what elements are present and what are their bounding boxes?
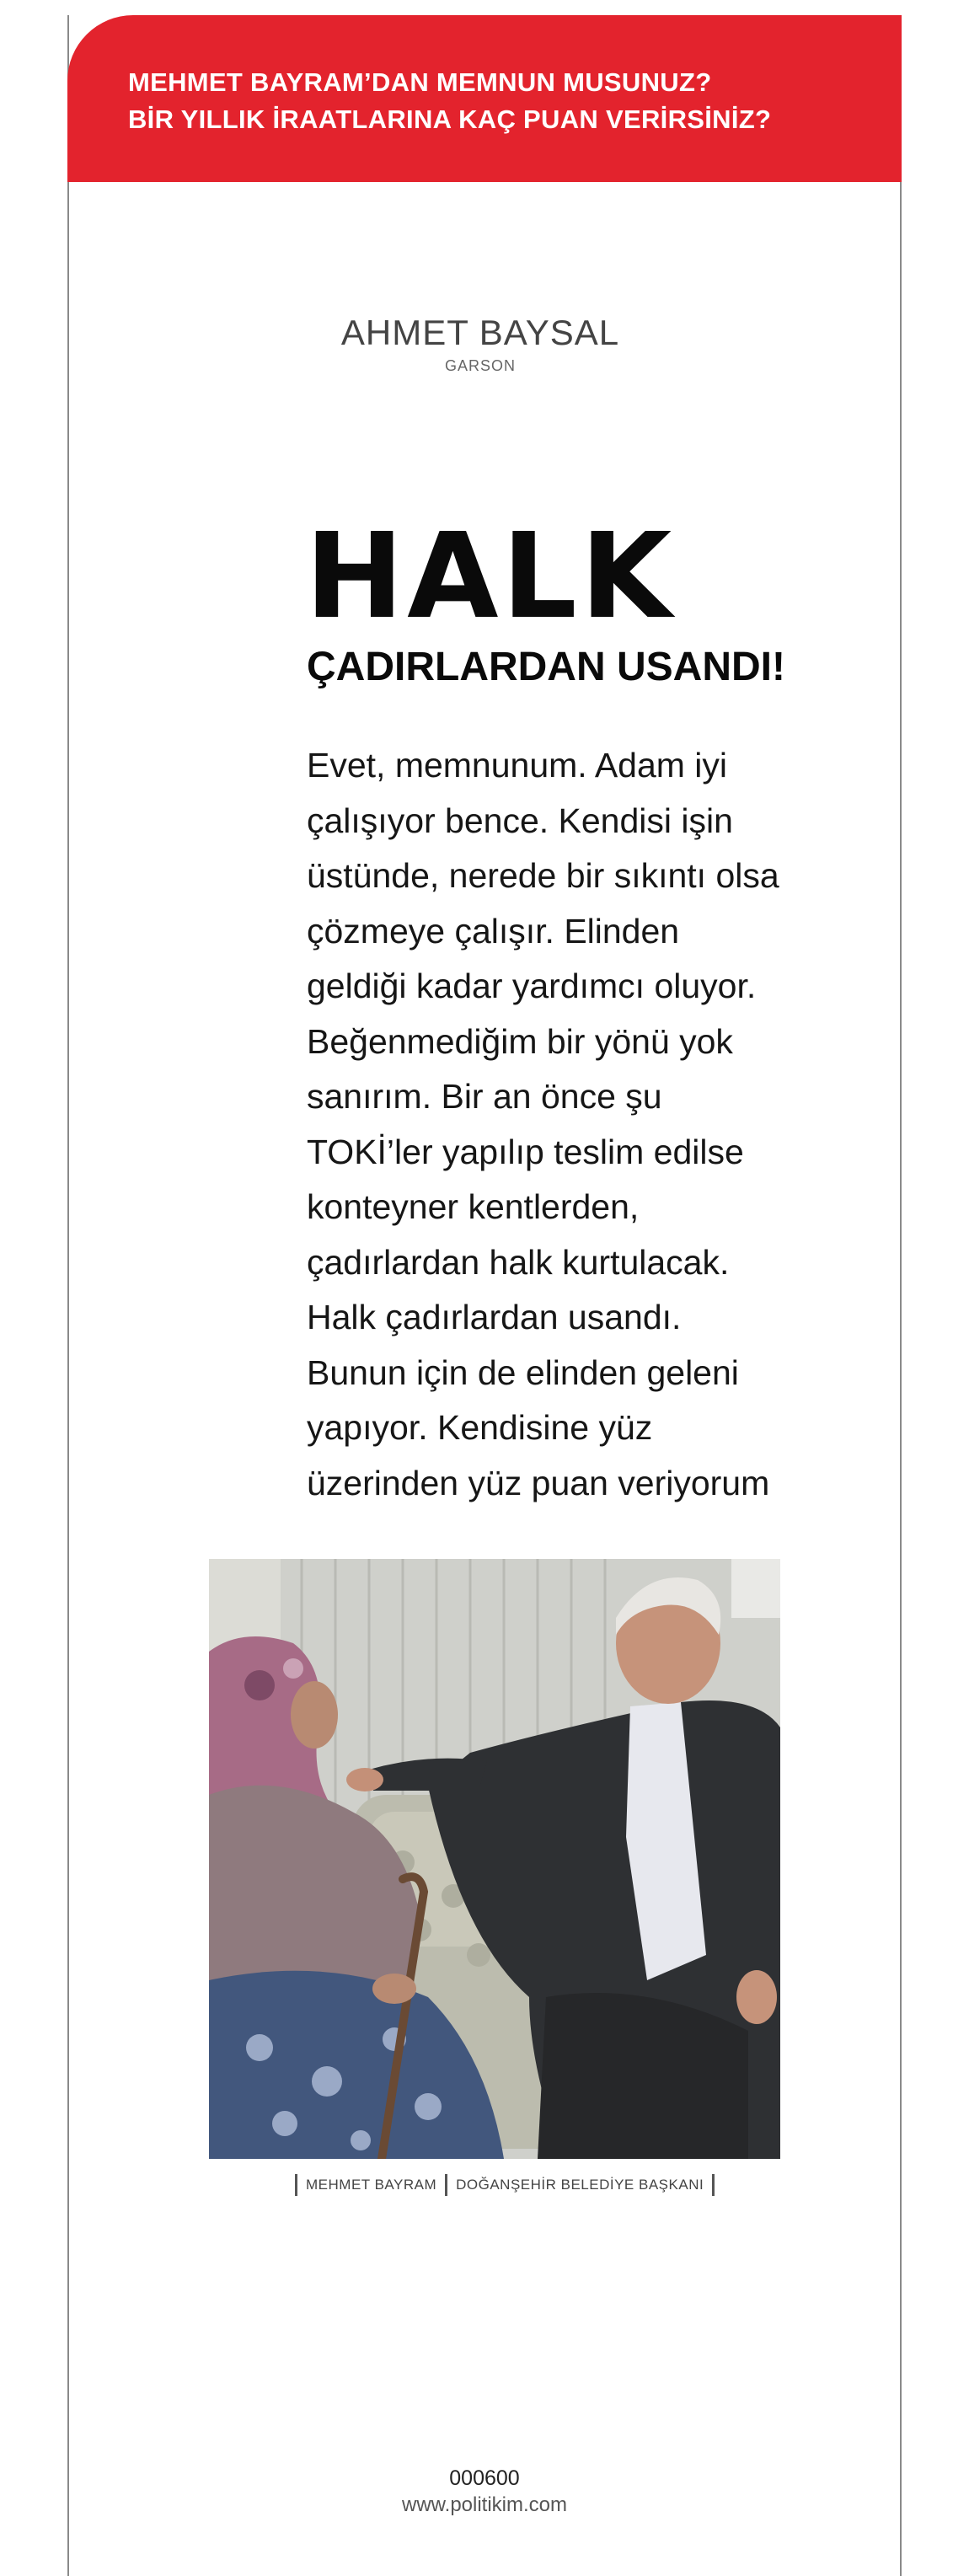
body-line: Beğenmediğim bir yönü yok bbox=[307, 1021, 733, 1061]
body-line: üzerinden yüz puan veriyorum bbox=[307, 1463, 770, 1502]
footer bbox=[320, 2465, 649, 2519]
body-line: Halk çadırlardan usandı. bbox=[307, 1298, 682, 1336]
body-line: üstünde, nerede bir sıkıntı olsa bbox=[307, 856, 779, 895]
headline-sub: ÇADIRLARDAN USANDI! bbox=[307, 645, 785, 689]
photo-caption bbox=[286, 2174, 708, 2196]
body-line: Evet, memnunum. Adam iyi bbox=[307, 746, 728, 785]
footer-code: 000600 bbox=[449, 2466, 520, 2490]
body-line: geldiği kadar yardımcı oluyor. bbox=[307, 967, 757, 1005]
body-line: çadırlardan halk kurtulacak. bbox=[307, 1242, 730, 1282]
header-question-2: BİR YILLIK İRAATLARINA KAÇ PUAN VERİRSİNİZ? bbox=[128, 104, 772, 134]
body-line: konteyner kentlerden, bbox=[307, 1187, 640, 1226]
header-banner bbox=[67, 15, 902, 182]
interviewee-name: AHMET BAYSAL bbox=[340, 313, 620, 352]
body-line: yapıyor. Kendisine yüz bbox=[307, 1408, 653, 1447]
interviewee-role: GARSON bbox=[444, 357, 516, 374]
caption-divider bbox=[712, 2174, 715, 2196]
body-line: çalışıyor bence. Kendisi işin bbox=[307, 801, 733, 840]
body-line: TOKİ’ler yapılıp teslim edilse bbox=[307, 1132, 744, 1171]
footer-url[interactable]: www.politikim.com bbox=[401, 2493, 568, 2516]
body-line: sanırım. Bir an önce şu bbox=[307, 1077, 662, 1116]
caption-name: MEHMET BAYRAM bbox=[306, 2177, 437, 2193]
interviewee bbox=[270, 312, 691, 375]
body-line: Bunun için de elinden geleni bbox=[307, 1352, 739, 1392]
header-question-1: MEHMET BAYRAM’DAN MEMNUN MUSUNUZ? bbox=[128, 67, 712, 97]
caption-divider bbox=[445, 2174, 447, 2196]
article-body bbox=[307, 738, 779, 1511]
caption-divider bbox=[295, 2174, 297, 2196]
mayor-visit-photo bbox=[209, 1559, 780, 2159]
body-line: çözmeye çalışır. Elinden bbox=[307, 911, 680, 951]
headline-main: HALK bbox=[305, 508, 676, 645]
caption-title: DOĞANŞEHİR BELEDİYE BAŞKANI bbox=[456, 2177, 704, 2193]
